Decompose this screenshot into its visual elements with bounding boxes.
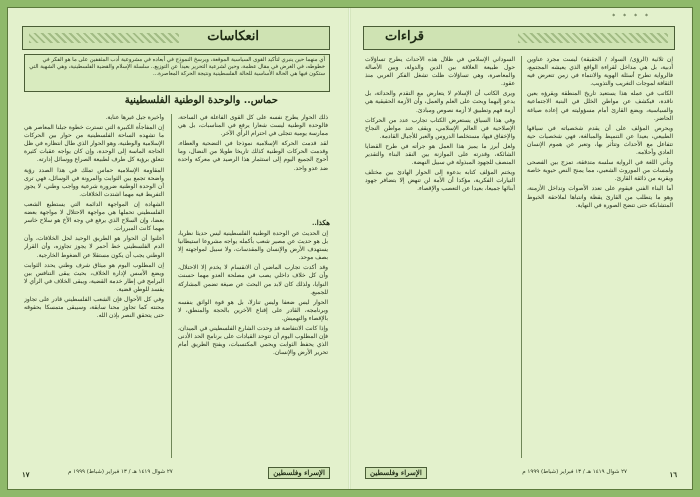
right-page	[351, 8, 691, 489]
paragraph: إن المفاجأة الكبيرة التي تسترت خطوة جيلنا المعاصر هي ما تشهده الساحة الفلسطينية من حوار بين الحركات الإسلامية والوطنية، وهو الحوار الذي طال انتظاره في ظل الحاجة الماسة إلى الوحدة، وإن كان يواجه عقبات كثيرة تتعلق برؤية كل طرف لطبيعة الصراع ووسائل إدارته.	[24, 125, 164, 164]
paragraph: وتأتي اللغة في الرواية سلسة متدفقة، تمزج بين الفصحى ولمسات من الموروث الشعبي، مما يمنح النص حيوية خاصة ويقربه من ذائقة القارئ.	[527, 160, 673, 183]
column-left-a	[24, 114, 164, 458]
paragraph: وفي كل الأحوال فإن الشعب الفلسطيني قادر على تجاوز محنته كما تجاوز محنا سابقة، وسيبقى متمسكا بحقوقه حتى يتحقق النصر بإذن الله.	[24, 296, 164, 320]
page-number: ١٦	[669, 472, 677, 479]
intro-box: أي منهما حين ينبري لتأكيد القوى السياسية الموقعة، ويرسخ النموذج في أبعاده في مشروعية أدب المثقفين على ما هو الفكر في خطوطه، في الغرض في مقال عظمة، وحين لشرعية التحرير بعيداً عن التوزيع.. سلسلة الإسلام والقضية الفلسطينية، وهي الشهية التي ستكون فيها هي الحالة الأساسية للحالة الفلسطينية ونتيجة الحركة المعاصرة...	[24, 54, 330, 92]
subhead: هكذا..	[311, 218, 330, 227]
column-rule	[171, 114, 172, 458]
column-right-a	[365, 56, 515, 458]
paragraph: ولعل أبرز ما يميز هذا العمل هو جرأته في طرح القضايا الشائكة، وقدرته على الموازنة بين النقد البناء والتقدير المنصف للجهود المبذولة في سبيل النهضة.	[365, 143, 515, 167]
paragraph: لقد قدمت الحركة الإسلامية نموذجا في التضحية والعطاء، وقدمت الحركات الوطنية كذلك تاريخا طويلا من النضال، وما أحوج الجميع اليوم إلى استثمار هذا الرصيد في معركة واحدة ضد عدو واحد.	[178, 141, 328, 172]
issue-date: ٢٧ شوال ١٤١٩ هـ / ١٣ فبراير (شباط) ١٩٩٩ م	[522, 469, 627, 475]
left-page	[8, 8, 349, 489]
paragraph: الكاتب في عمله هذا يستعيد تاريخ المنطقة ويقرؤه بعين ناقدة، فيكشف عن مواطن الخلل في البنية الاجتماعية والسياسية، ويضع القارئ أمام مسؤوليته في إعادة صياغة الحاضر.	[527, 91, 673, 122]
magazine-name: الإسراء وفلسطين	[365, 467, 427, 479]
paragraph: ويحرص المؤلف على أن يقدم شخصياته في سياقها الطبيعي، بعيدا عن التنميط والمبالغة، فهي شخصيات حية تتفاعل مع الأحداث وتتأثر بها، وتعبر عن هموم الإنسان العادي وأحلامه.	[527, 125, 673, 157]
paragraph: أما البناء الفني فيقوم على تعدد الأصوات وتداخل الأزمنة، وهو ما يتطلب من القارئ يقظة وانتباها لملاحقة الخيوط المتشابكة حتى تتضح الصورة في النهاية.	[527, 186, 673, 209]
paragraph: وإذا كانت الانتفاضة قد وحدت الشارع الفلسطيني في الميدان، فإن المطلوب اليوم أن تتوحد القيادات على برنامج الحد الأدنى الذي يحفظ الثوابت ويحمي المكتسبات، ويفتح الطريق أمام تحرير الأرض والإنسان.	[178, 326, 328, 357]
paragraph: السوداني الإسلامي في ظلال هذه الأحداث يطرح تساؤلات حول طبيعة العلاقة بين الدين والدولة، وبين الأصالة والمعاصرة، وهي تساؤلات ظلت تشغل الفكر العربي منذ عقود.	[365, 57, 515, 88]
page-footer	[68, 467, 330, 479]
header-pattern	[29, 33, 179, 43]
paragraph: الحوار ليس ضعفا وليس تنازلا، بل هو قوة الواثق بنفسه وبرنامجه، القادر على إقناع الآخرين بالحجة والمنطق، لا بالإقصاء والتهميش.	[178, 299, 328, 322]
paragraph: وأخيرة جيل غيرها عناية.	[105, 115, 164, 121]
paragraph: إن الحديث عن الوحدة الوطنية الفلسطينية ليس حديثا نظريا، بل هو حديث عن مصير شعب بأكمله يواجه مشروعا استيطانيا يستهدف الأرض والإنسان والمقدسات، ولا سبيل لمواجهته إلا بصف موحد.	[178, 231, 328, 262]
page-number: ١٧	[22, 472, 30, 479]
paragraph: وفي هذا السياق يستعرض الكتاب تجارب عدد من الحركات الإصلاحية في العالم الإسلامي، ويقف عند مواطن النجاح والإخفاق فيها، مستخلصا الدروس والعبر للأجيال القادمة.	[365, 117, 515, 140]
section-title: قراءات	[385, 29, 424, 44]
column-rule	[521, 56, 522, 458]
magazine-name: الإسراء وفلسطين	[268, 467, 330, 479]
paragraph: المقاومة الإسلامية حماس تملك في هذا الصدد رؤية واضحة تجمع بين الثوابت والمرونة في الوسائل، فهي ترى أن الوحدة الوطنية ضرورة شرعية وواجب وطني، لا يجوز التفريط فيه مهما اشتدت الخلافات.	[24, 167, 164, 198]
column-right-b	[527, 56, 673, 458]
magazine-spread	[8, 8, 692, 489]
paragraph: ذلك الحوار يطرح نفسه على كل القوى الفاعلة في الساحة، فالوحدة الوطنية ليست شعارا يرفع في المناسبات، بل هي ممارسة يومية تتجلى في احترام الرأي الآخر.	[178, 115, 328, 138]
header-pattern	[518, 33, 668, 43]
section-header-band	[22, 26, 330, 50]
paragraph: ويختم المؤلف كتابه بدعوة إلى الحوار الهادئ بين مختلف التيارات الفكرية، مؤكدا أن الأمة لن تنهض إلا بتضافر جهود أبنائها جميعا، بعيدا عن التعصب والإقصاء.	[365, 170, 515, 193]
column-left-b-top	[178, 114, 328, 216]
section-header-band	[363, 26, 675, 50]
paragraph: وقد أكدت تجارب الماضي أن الانقسام لا يخدم إلا الاحتلال، وأن كل خلاف داخلي يصب في مصلحة العدو مهما حسنت النوايا، ولذلك كان لابد من البحث عن صيغة تضمن المشاركة للجميع.	[178, 265, 328, 296]
article-headline: حماس.. والوحدة الوطنية الفلسطينية	[124, 95, 278, 106]
paragraph: إن ثلاثية (الرؤى/ السواد / الحقيقة) ليست مجرد عناوين أدبية، بل هي مداخل لقراءة الواقع الذي يعيشه المجتمع، فالرواية تطرح أسئلة الهوية والانتماء في زمن تتعرض فيه الثقافة لموجات التغريب والتذويب.	[527, 57, 673, 88]
page-footer	[365, 467, 627, 479]
section-title: انعكاسات	[207, 29, 259, 44]
paragraph: ويرى الكاتب أن الإسلام لا يتعارض مع التقدم والحداثة، بل يدعو إليهما ويحث على العلم والعمل، وأن الأزمة الحقيقية هي أزمة فهم وتطبيق لا أزمة نصوص ومبادئ.	[365, 91, 515, 114]
ornament: * * * *	[612, 13, 651, 20]
paragraph: الشهادة إن المواجهة الدائمة التي يستطيع الشعب الفلسطيني تحملها هي مواجهة الاحتلال لا مواجهة بعضه بعضا، وإن السلاح الذي يرفع في وجه الأخ هو سلاح خاسر مهما كانت المبررات.	[24, 201, 164, 233]
paragraph: إن المطلوب اليوم هو ميثاق شرف وطني يحدد الثوابت ويضع الأسس لإدارة الخلاف، بحيث يبقى التنافس بين البرامج في إطار خدمة القضية، ويبقى الخلاف في الرأي لا يفسد للوطن قضية.	[24, 262, 164, 293]
paragraph: أعلنوا أن الحوار هو الطريق الوحيد لحل الخلافات، وأن الدم الفلسطيني خط أحمر لا يجوز تجاوزه، وأن القرار الوطني يجب أن يكون مستقلا عن الضغوط الخارجية.	[24, 236, 164, 259]
issue-date: ٢٧ شوال ١٤١٩ هـ / ١٣ فبراير (شباط) ١٩٩٩ م	[68, 469, 173, 475]
column-left-b	[178, 230, 328, 458]
